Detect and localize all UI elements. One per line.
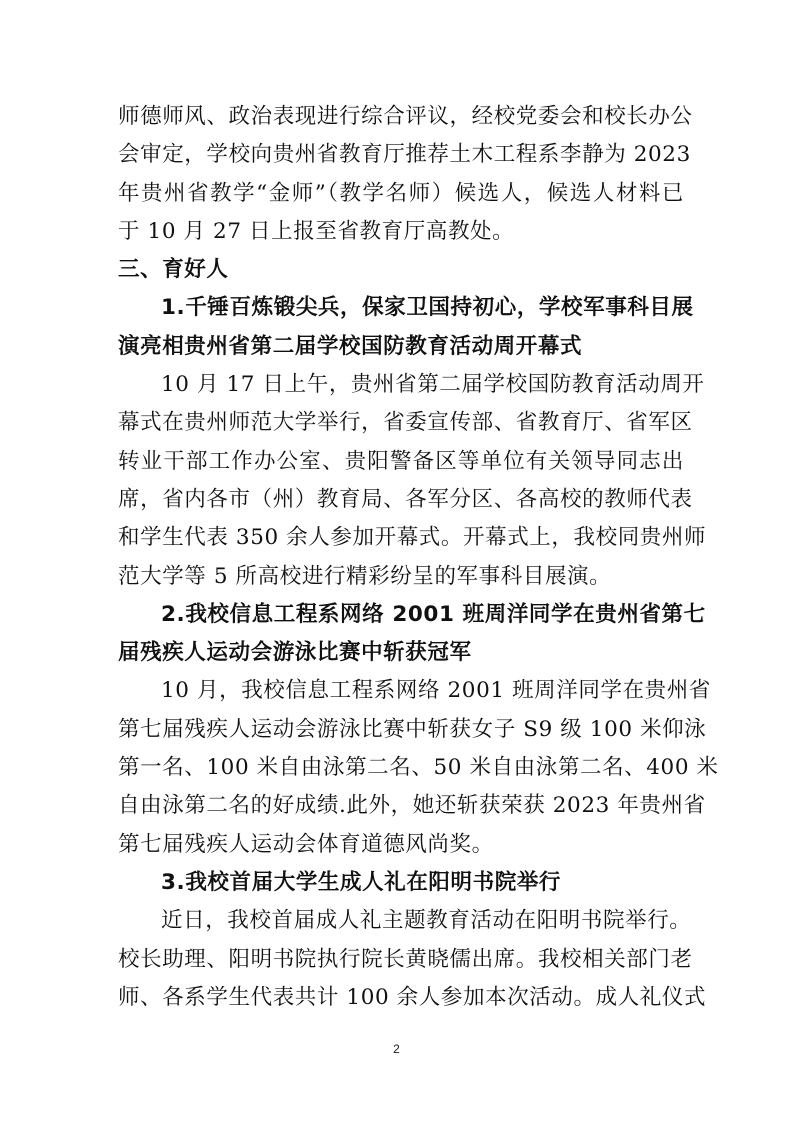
section-heading: 三、育好人: [118, 257, 229, 283]
body-line: 和学生代表 350 余人参加开幕式。开幕式上，我校同贵州师: [118, 525, 707, 551]
page-number: 2: [393, 1042, 400, 1056]
item-heading: 1.千锤百炼锻尖兵，保家卫国持初心，学校军事科目展: [161, 295, 694, 321]
body-line: 年贵州省教学“金师”（教学名师）候选人，候选人材料已: [118, 180, 684, 206]
body-line: 第七届残疾人运动会游泳比赛中斩获女子 S9 级 100 米仰泳: [118, 716, 707, 742]
body-line: 师、各系学生代表共计 100 余人参加本次活动。成人礼仪式: [118, 984, 707, 1010]
item-heading: 届残疾人运动会游泳比赛中斩获冠军: [118, 640, 472, 666]
body-line: 近日，我校首届成人礼主题教育活动在阳明书院举行。: [161, 908, 692, 934]
body-line: 10 月，我校信息工程系网络 2001 班周洋同学在贵州省: [161, 678, 711, 704]
item-heading: 3.我校首届大学生成人礼在阳明书院举行: [161, 869, 562, 895]
body-line: 10 月 17 日上午，贵州省第二届学校国防教育活动周开: [161, 372, 705, 398]
body-line: 自由泳第二名的好成绩.此外，她还斩获荣获 2023 年贵州省: [118, 793, 706, 819]
item-heading: 2.我校信息工程系网络 2001 班周洋同学在贵州省第七: [161, 601, 706, 627]
body-line: 会审定，学校向贵州省教育厅推荐土木工程系李静为 2023: [118, 142, 691, 168]
body-line: 范大学等 5 所高校进行精彩纷呈的军事科目展演。: [118, 563, 612, 589]
body-line: 校长助理、阳明书院执行院长黄晓儒出席。我校相关部门老: [118, 946, 693, 972]
body-line: 第七届残疾人运动会体育道德风尚奖。: [118, 831, 494, 857]
body-line: 转业干部工作办公室、贵阳警备区等单位有关领导同志出: [118, 448, 684, 474]
body-line: 第一名、100 米自由泳第二名、50 米自由泳第二名、400 米: [118, 755, 719, 781]
body-line: 席，省内各市（州）教育局、各军分区、各高校的教师代表: [118, 486, 693, 512]
body-line: 于 10 月 27 日上报至省教育厅高教处。: [118, 218, 515, 244]
body-line: 师德师风、政治表现进行综合评议，经校党委会和校长办公: [118, 104, 693, 129]
document-body: [118, 98, 719, 1017]
body-line: 幕式在贵州师范大学举行，省委宣传部、省教育厅、省军区: [118, 410, 693, 436]
item-heading: 演亮相贵州省第二届学校国防教育活动周开幕式: [118, 333, 583, 359]
